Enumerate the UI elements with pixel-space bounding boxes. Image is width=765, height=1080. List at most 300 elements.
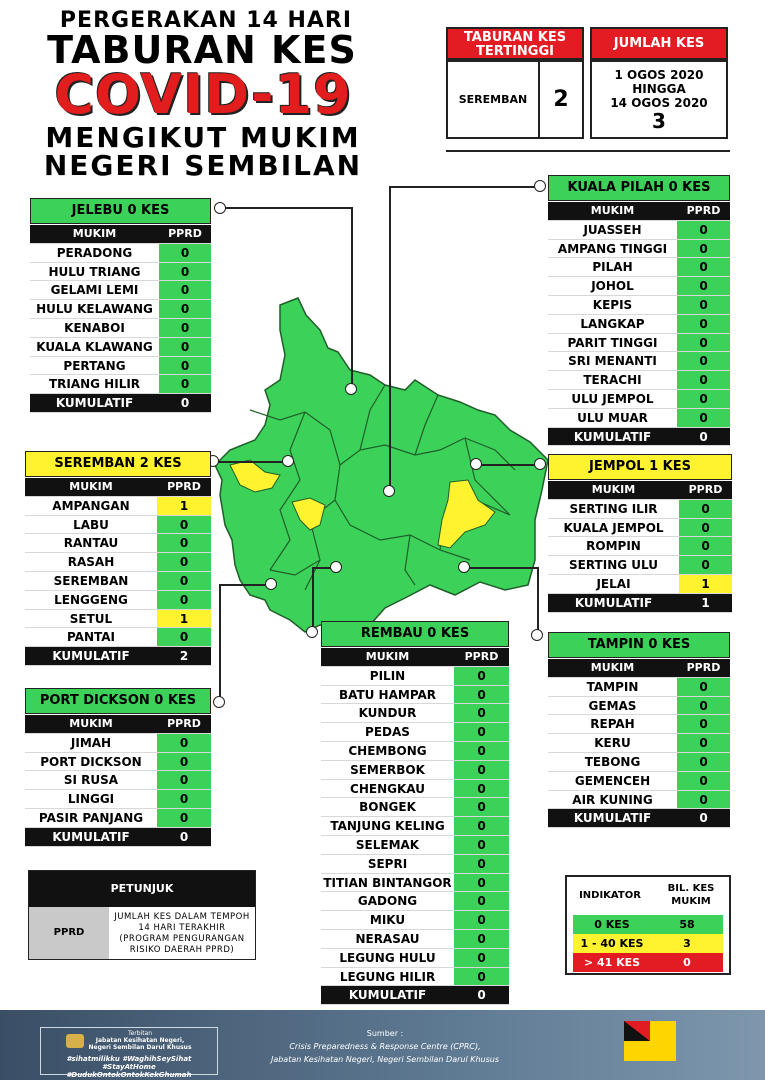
connector-jelebu-h: [222, 207, 352, 209]
table-header-row: [548, 659, 730, 678]
mukim-name: RASAH: [25, 553, 157, 571]
table-row: [321, 817, 509, 836]
highest-value: 2: [553, 87, 569, 112]
table-row: [321, 780, 509, 799]
pprd-value: 0: [454, 949, 509, 967]
col-mukim: MUKIM: [30, 225, 159, 243]
connector-dot: [282, 455, 294, 467]
pprd-value: 0: [454, 704, 509, 722]
mukim-name: SELEMAK: [321, 836, 454, 854]
table-row: [548, 734, 730, 753]
source-line-2: Jabatan Kesihatan Negeri, Negeri Sembilan Darul Khusus: [270, 1055, 500, 1064]
petunjuk-key: PPRD: [29, 907, 109, 959]
connector-dot: [345, 383, 357, 395]
table-row: [548, 296, 730, 315]
mukim-name: LABU: [25, 516, 157, 534]
mukim-name: JELAI: [548, 575, 679, 593]
mukim-name: PERTANG: [30, 357, 159, 375]
connector-dot: [534, 458, 546, 470]
petunjuk-header: PETUNJUK: [29, 871, 255, 907]
col-mukim: MUKIM: [548, 481, 679, 499]
mukim-name: JUASSEH: [548, 221, 677, 239]
table-row: [548, 715, 730, 734]
table-row: [321, 930, 509, 949]
indikator-header: INDIKATOR: [579, 890, 641, 901]
table-row: [25, 591, 211, 610]
source-block: [250, 1027, 520, 1066]
highest-box: [446, 60, 584, 139]
pprd-value: 0: [454, 761, 509, 779]
kumulatif-row: [25, 828, 211, 847]
mukim-name: ULU MUAR: [548, 409, 677, 427]
mukim-name: MIKU: [321, 911, 454, 929]
col-mukim: MUKIM: [548, 659, 677, 677]
kumulatif-label: KUMULATIF: [548, 594, 679, 612]
connector-tampin-h: [464, 567, 538, 569]
mukim-name: ULU JEMPOL: [548, 390, 677, 408]
table-row: [321, 723, 509, 742]
table-row: [548, 352, 730, 371]
col-mukim: MUKIM: [25, 715, 157, 733]
pprd-value: 0: [454, 723, 509, 741]
mukim-name: SETUL: [25, 610, 157, 628]
table-row: [548, 315, 730, 334]
table-row: [548, 537, 732, 556]
pprd-value: 1: [157, 610, 211, 628]
col-mukim: MUKIM: [321, 648, 454, 666]
table-row: [321, 761, 509, 780]
negeri-sembilan-map: [210, 180, 550, 640]
table-header-row: [30, 225, 211, 244]
indikator-legend: [565, 875, 731, 975]
hashtags-2: #DudukOntokOntokKekGhumah: [66, 1071, 192, 1079]
mukim-name: PARIT TINGGI: [548, 334, 677, 352]
district-title: SEREMBAN 2 KES: [25, 451, 211, 477]
mukim-name: GADONG: [321, 892, 454, 910]
total-value: 3: [652, 109, 666, 133]
kumulatif-row: [321, 986, 509, 1005]
connector-dot: [470, 458, 482, 470]
col-pprd: PPRD: [677, 202, 730, 220]
table-header-row: [321, 648, 509, 667]
table-header-row: [548, 202, 730, 221]
mukim-name: TAMPIN: [548, 678, 677, 696]
mukim-name: PERADONG: [30, 244, 159, 262]
issuer-box: [40, 1027, 218, 1079]
pprd-value: 0: [157, 553, 211, 571]
table-row: [25, 790, 211, 809]
pprd-value: 0: [677, 258, 730, 276]
pprd-value: 0: [454, 911, 509, 929]
mukim-name: ROMPIN: [548, 537, 679, 555]
table-row: [548, 390, 730, 409]
total-box: [590, 60, 728, 139]
pprd-value: 0: [677, 678, 730, 696]
source-label: Sumber :: [366, 1029, 404, 1038]
col-pprd: PPRD: [454, 648, 509, 666]
indikator-row: [573, 934, 723, 953]
title-line-1: PERGERAKAN 14 HARI: [59, 8, 353, 33]
pprd-value: 0: [159, 281, 211, 299]
connector-kuala-pilah-v: [389, 186, 391, 491]
table-row: [548, 258, 730, 277]
kumulatif-value: 0: [677, 428, 730, 446]
kumulatif-label: KUMULATIF: [548, 428, 677, 446]
source-line-1: Crisis Preparedness & Response Centre (CPRC),: [289, 1042, 481, 1051]
mukim-name: NERASAU: [321, 930, 454, 948]
pprd-value: 0: [677, 334, 730, 352]
pprd-value: 0: [159, 244, 211, 262]
table-row: [548, 334, 730, 353]
connector-rembau-v: [312, 567, 314, 632]
table-row: [548, 556, 732, 575]
period-line-1: 1 OGOS 2020: [614, 68, 704, 82]
mukim-name: SEMERBOK: [321, 761, 454, 779]
mukim-name: REPAH: [548, 715, 677, 733]
mukim-name: RANTAU: [25, 534, 157, 552]
mukim-name: TANJUNG KELING: [321, 817, 454, 835]
connector-tampin-v: [537, 567, 539, 635]
pprd-value: 1: [679, 575, 732, 593]
pprd-value: 0: [677, 277, 730, 295]
table-row: [25, 553, 211, 572]
connector-pd-h: [219, 584, 271, 586]
pprd-value: 0: [157, 591, 211, 609]
table-row: [25, 516, 211, 535]
table-row: [548, 697, 730, 716]
mukim-name: TEBONG: [548, 753, 677, 771]
indikator-label: 1 - 40 KES: [580, 937, 644, 950]
mukim-name: AMPANG TINGGI: [548, 240, 677, 258]
mukim-name: TITIAN BINTANGOR: [321, 874, 454, 892]
pprd-value: 0: [157, 809, 211, 827]
table-row: [25, 628, 211, 647]
table-row: [30, 375, 211, 394]
title-covid: COVID-19: [54, 63, 352, 126]
district-title: REMBAU 0 KES: [321, 621, 509, 647]
mukim-name: KUALA JEMPOL: [548, 519, 679, 537]
mukim-name: AIR KUNING: [548, 791, 677, 809]
kumulatif-value: 0: [454, 986, 509, 1004]
indikator-count: 58: [679, 918, 695, 931]
kumulatif-value: 0: [157, 828, 211, 846]
connector-dot: [265, 578, 277, 590]
district-title: JELEBU 0 KES: [30, 198, 211, 224]
table-row: [321, 874, 509, 893]
mukim-name: KEPIS: [548, 296, 677, 314]
mukim-name: HULU KELAWANG: [30, 300, 159, 318]
table-row: [321, 798, 509, 817]
mukim-name: PEDAS: [321, 723, 454, 741]
kumulatif-row: [548, 809, 730, 828]
title-line-4: MENGIKUT MUKIM: [45, 121, 361, 154]
table-row: [548, 221, 730, 240]
table-row: [25, 753, 211, 772]
pprd-value: 0: [157, 628, 211, 646]
pprd-value: 0: [454, 780, 509, 798]
connector-dot: [383, 485, 395, 497]
table-row: [25, 610, 211, 629]
table-header-row: [25, 715, 211, 734]
connector-kuala-pilah-h: [390, 186, 538, 188]
table-row: [548, 277, 730, 296]
pprd-value: 0: [454, 836, 509, 854]
table-row: [548, 500, 732, 519]
table-row: [548, 240, 730, 259]
connector-seremban-h: [214, 461, 288, 463]
pprd-value: 0: [677, 715, 730, 733]
pprd-value: 0: [157, 572, 211, 590]
table-row: [30, 338, 211, 357]
col-pprd: PPRD: [157, 478, 211, 496]
indikator-count: 3: [683, 937, 691, 950]
kumulatif-row: [548, 428, 730, 447]
pprd-value: 0: [454, 968, 509, 986]
issuer-line-1: Terbitan: [127, 1030, 153, 1037]
pprd-value: 0: [454, 874, 509, 892]
total-header: JUMLAH KES: [590, 27, 728, 60]
pprd-value: 0: [159, 319, 211, 337]
table-row: [548, 678, 730, 697]
negeri-sembilan-flag-icon: [624, 1021, 676, 1061]
pprd-value: 0: [677, 371, 730, 389]
pprd-value: 0: [454, 798, 509, 816]
pprd-value: 0: [454, 686, 509, 704]
kumulatif-row: [548, 594, 732, 613]
table-row: [321, 667, 509, 686]
mukim-name: AMPANGAN: [25, 497, 157, 515]
indikator-label: > 41 KES: [583, 956, 641, 969]
table-row: [30, 300, 211, 319]
title-line-5: NEGERI SEMBILAN: [43, 149, 363, 182]
table-row: [25, 572, 211, 591]
col-pprd: PPRD: [159, 225, 211, 243]
table-row: [548, 519, 732, 538]
kumulatif-label: KUMULATIF: [25, 647, 157, 665]
indikator-count: 0: [683, 956, 691, 969]
mukim-name: LEGUNG HILIR: [321, 968, 454, 986]
pprd-value: 0: [157, 516, 211, 534]
issuer-line-2: Jabatan Kesihatan Negeri,: [95, 1037, 185, 1044]
kumulatif-value: 1: [679, 594, 732, 612]
kumulatif-value: 0: [677, 809, 730, 827]
table-row: [548, 575, 732, 594]
mukim-name: PORT DICKSON: [25, 753, 157, 771]
period-line-2: HINGGA: [632, 82, 686, 96]
col-mukim: MUKIM: [548, 202, 677, 220]
mukim-name: BATU HAMPAR: [321, 686, 454, 704]
table-row: [30, 281, 211, 300]
summary-divider: [446, 150, 730, 152]
mukim-name: KERU: [548, 734, 677, 752]
pprd-value: 0: [677, 240, 730, 258]
mukim-name: GELAMI LEMI: [30, 281, 159, 299]
col-mukim: MUKIM: [25, 478, 157, 496]
crest-icon: [66, 1034, 84, 1048]
mukim-name: SERTING ILIR: [548, 500, 679, 518]
pprd-value: 0: [159, 375, 211, 393]
mukim-name: SEREMBAN: [25, 572, 157, 590]
mukim-name: LANGKAP: [548, 315, 677, 333]
table-row: [30, 357, 211, 376]
table-header-row: [548, 481, 732, 500]
pprd-value: 0: [454, 742, 509, 760]
kumulatif-value: 0: [159, 394, 211, 412]
mukim-name: BONGEK: [321, 798, 454, 816]
pprd-value: 0: [159, 338, 211, 356]
table-row: [30, 263, 211, 282]
indikator-row: [573, 915, 723, 934]
pprd-value: 0: [677, 697, 730, 715]
pprd-value: 0: [159, 263, 211, 281]
table-row: [321, 836, 509, 855]
pprd-value: 0: [454, 817, 509, 835]
hashtags-1: #sihatmilikku #WaghihSeySihat #StayAtHome: [66, 1055, 192, 1071]
mukim-name: JOHOL: [548, 277, 677, 295]
mukim-name: LENGGENG: [25, 591, 157, 609]
indikator-count-header: BIL. KES MUKIM: [667, 883, 715, 907]
district-title: KUALA PILAH 0 KES: [548, 175, 730, 201]
table-row: [548, 753, 730, 772]
mukim-name: JIMAH: [25, 734, 157, 752]
mukim-name: TRIANG HILIR: [30, 375, 159, 393]
mukim-name: KENABOI: [30, 319, 159, 337]
mukim-name: SERTING ULU: [548, 556, 679, 574]
mukim-name: SEPRI: [321, 855, 454, 873]
connector-dot: [534, 180, 546, 192]
connector-dot: [330, 561, 342, 573]
col-pprd: PPRD: [157, 715, 211, 733]
indikator-label: 0 KES: [594, 918, 630, 931]
pprd-value: 0: [677, 409, 730, 427]
pprd-value: 0: [157, 753, 211, 771]
table-row: [25, 771, 211, 790]
connector-dot: [214, 202, 226, 214]
pprd-value: 0: [677, 390, 730, 408]
pprd-value: 0: [157, 734, 211, 752]
pprd-value: 0: [159, 357, 211, 375]
mukim-name: LEGUNG HULU: [321, 949, 454, 967]
connector-dot: [306, 626, 318, 638]
petunjuk-legend: [28, 870, 256, 960]
mukim-name: KUALA KLAWANG: [30, 338, 159, 356]
kumulatif-value: 2: [157, 647, 211, 665]
connector-dot: [213, 696, 225, 708]
connector-dot: [531, 629, 543, 641]
col-pprd: PPRD: [677, 659, 730, 677]
pprd-value: 0: [677, 352, 730, 370]
kumulatif-label: KUMULATIF: [548, 809, 677, 827]
kumulatif-label: KUMULATIF: [30, 394, 159, 412]
pprd-value: 0: [679, 500, 732, 518]
pprd-value: 0: [677, 772, 730, 790]
mukim-name: LINGGI: [25, 790, 157, 808]
kumulatif-label: KUMULATIF: [25, 828, 157, 846]
table-row: [321, 686, 509, 705]
pprd-value: 0: [679, 556, 732, 574]
mukim-name: SI RUSA: [25, 771, 157, 789]
table-row: [321, 949, 509, 968]
highest-district: SEREMBAN: [448, 62, 540, 137]
kumulatif-row: [30, 394, 211, 413]
pprd-value: 0: [677, 221, 730, 239]
pprd-value: 0: [454, 667, 509, 685]
table-row: [321, 892, 509, 911]
pprd-value: 1: [157, 497, 211, 515]
table-row: [548, 371, 730, 390]
mukim-name: TERACHI: [548, 371, 677, 389]
table-row: [30, 244, 211, 263]
pprd-value: 0: [677, 734, 730, 752]
mukim-name: GEMENCEH: [548, 772, 677, 790]
table-row: [548, 772, 730, 791]
title-line-2: TABURAN KES: [47, 28, 357, 72]
pprd-value: 0: [157, 790, 211, 808]
mukim-name: CHEMBONG: [321, 742, 454, 760]
mukim-name: GEMAS: [548, 697, 677, 715]
table-row: [25, 534, 211, 553]
mukim-name: HULU TRIANG: [30, 263, 159, 281]
kumulatif-label: KUMULATIF: [321, 986, 454, 1004]
col-pprd: PPRD: [679, 481, 732, 499]
pprd-value: 0: [159, 300, 211, 318]
connector-pd-v: [219, 584, 221, 702]
connector-dot: [458, 561, 470, 573]
table-row: [321, 911, 509, 930]
table-row: [321, 855, 509, 874]
table-row: [25, 497, 211, 516]
period-line-3: 14 OGOS 2020: [610, 96, 708, 110]
pprd-value: 0: [157, 771, 211, 789]
pprd-value: 0: [677, 791, 730, 809]
table-row: [321, 704, 509, 723]
table-row: [25, 809, 211, 828]
table-row: [30, 319, 211, 338]
pprd-value: 0: [454, 892, 509, 910]
pprd-value: 0: [679, 519, 732, 537]
pprd-value: 0: [157, 534, 211, 552]
mukim-name: CHENGKAU: [321, 780, 454, 798]
pprd-value: 0: [677, 296, 730, 314]
table-row: [321, 968, 509, 987]
indikator-row: [573, 953, 723, 972]
table-row: [321, 742, 509, 761]
district-title: PORT DICKSON 0 KES: [25, 688, 211, 714]
table-header-row: [25, 478, 211, 497]
pprd-value: 0: [454, 930, 509, 948]
mukim-name: SRI MENANTI: [548, 352, 677, 370]
pprd-value: 0: [677, 315, 730, 333]
table-row: [548, 409, 730, 428]
kumulatif-row: [25, 647, 211, 666]
issuer-line-3: Negeri Sembilan Darul Khusus: [88, 1044, 192, 1051]
mukim-name: PILAH: [548, 258, 677, 276]
pprd-value: 0: [677, 753, 730, 771]
mukim-name: KUNDUR: [321, 704, 454, 722]
connector-jempol-h: [478, 464, 540, 466]
petunjuk-desc: JUMLAH KES DALAM TEMPOH 14 HARI TERAKHIR (PROGRAM PENGURANGAN RISIKO DAERAH PPRD): [109, 907, 255, 959]
connector-jelebu-v: [351, 207, 353, 389]
mukim-name: PILIN: [321, 667, 454, 685]
table-row: [25, 734, 211, 753]
pprd-value: 0: [679, 537, 732, 555]
table-row: [548, 791, 730, 810]
highest-header: TABURAN KES TERTINGGI: [446, 27, 584, 60]
district-title: JEMPOL 1 KES: [548, 454, 732, 480]
pprd-value: 0: [454, 855, 509, 873]
district-title: TAMPIN 0 KES: [548, 632, 730, 658]
mukim-name: PASIR PANJANG: [25, 809, 157, 827]
